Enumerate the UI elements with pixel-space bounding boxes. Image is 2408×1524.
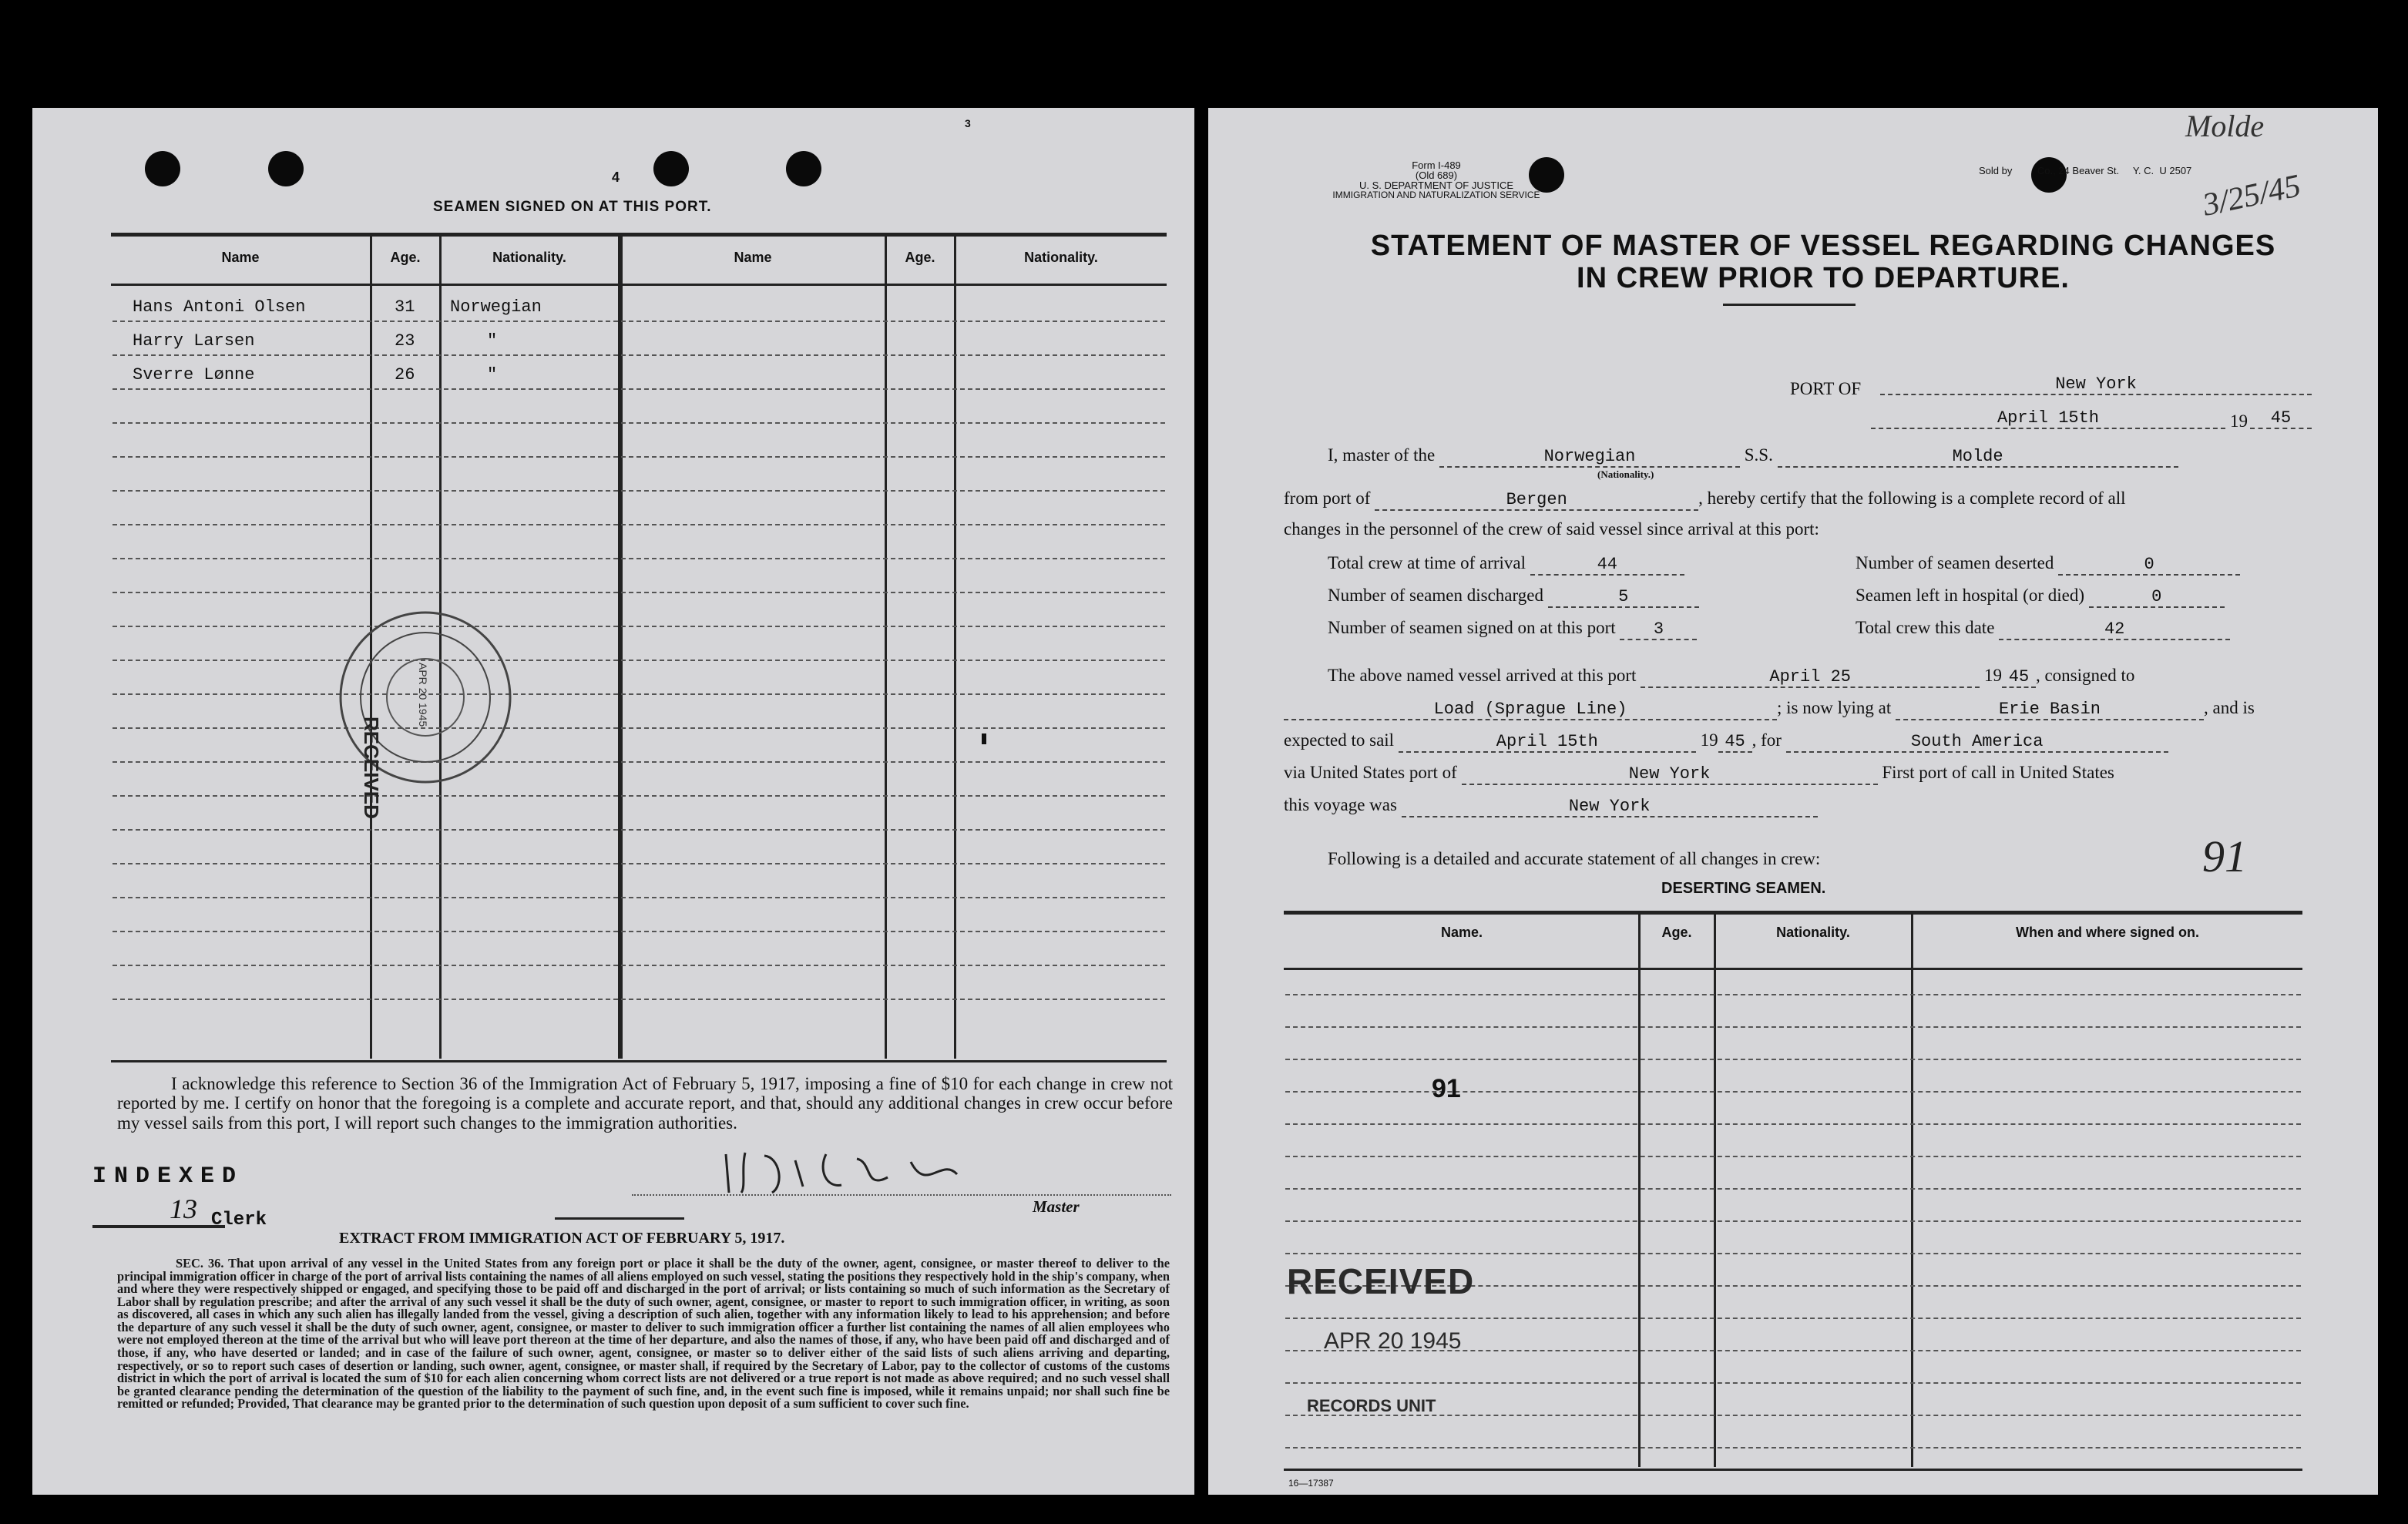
from-port-label: from port of: [1284, 488, 1371, 508]
arrived-year-value: 45: [2002, 667, 2036, 688]
clerk-line: [92, 1225, 225, 1228]
table-row-line: [113, 456, 1165, 458]
corner-date: 3/25/45: [2199, 168, 2304, 223]
deserted-value: 0: [2058, 555, 2240, 576]
deserting-heading: DESERTING SEAMEN.: [1661, 880, 1826, 897]
table-row-line: [113, 592, 1165, 593]
section-36-text: SEC. 36. That upon arrival of any vessel in the United States from any foreign port or place it shall be the duty of the owner, agent, consignee, or master thereof to deliver to the principal immigration officer in charge of the port of arrival lists containing the names of all aliens employed on such vessel, stating the positions they respectively hold in the ship's company, when and where they were respectively shipped or engaged, and specifying those to be paid off and discharged in the port of arrival; or lists containing so much of such information as the Secretary of Labor shall by regulation prescribe; and after the arrival of any such vessel it shall be the duty of such owner, agent, consignee, or master to report to such immigration officer, in writing, as soon as discovered, all cases in which any such alien has illegally landed from the vessel, giving a description of such alien, together with any information likely to lead to his apprehension; and before the departure of any such vessel it shall be the duty of such owner, agent, consignee, or master to deliver to such immigration officer a further list containing the names of all alien employees who were not employed thereon at the time of the arrival but who will leave port thereon at the time of her departure, and also the names of those, if any, who have been paid off and discharged and of those, if any, who have deserted or landed; and in case of the failure of such owner, agent, consignee, or master so to deliver either of the said lists of such aliens arriving and departing, respectively, or so to report such cases of desertion or landing, such owner, agent, consignee, or master shall, if required by the Secretary of Labor, pay to the collector of customs of the customs district in which the port of arrival is located the sum of $10 for each alien concerning whom correct lists are not delivered or a true report is not made as above required; and no such vessel shall be granted clearance pending the determination of the question of the liability to the payment of such fine, and, in the event such fine is imposed, while it remains unpaid; nor shall such fine be remitted or refunded; Provided, That clearance may be granted prior to the determination of such question upon deposit of a sum sufficient to cover such fine.: [117, 1256, 1170, 1412]
lying-label: ; is now lying at: [1777, 698, 1892, 717]
print-code: 16—17387: [1288, 1478, 1334, 1489]
total-crew-date: [1856, 618, 2230, 640]
crew-age: 26: [395, 365, 415, 384]
table-top-rule: [111, 233, 1167, 237]
and-is-label: , and is: [2203, 698, 2255, 717]
received-circle-stamp: [337, 609, 514, 819]
desert-row-line: [1285, 1415, 2301, 1416]
crew-name: Sverre Lønne: [133, 365, 255, 384]
title-rule: [1723, 304, 1856, 306]
following-text: Following is a detailed and accurate statement of all changes in crew:: [1328, 849, 1821, 868]
expected-label: expected to sail: [1284, 730, 1395, 750]
indexed-stamp: INDEXED: [92, 1163, 244, 1190]
nationality-value: Norwegian: [1439, 447, 1740, 468]
handwritten-number: 91: [2202, 831, 2247, 881]
table-header-rule: [111, 284, 1167, 286]
discharged-label: Number of seamen discharged: [1328, 586, 1543, 605]
punch-hole: [653, 151, 689, 186]
desert-table-bottom-rule: [1284, 1469, 2302, 1471]
port-field: [1880, 374, 2312, 395]
voyage-line: [1284, 795, 1818, 817]
table-row-line: [113, 999, 1165, 1000]
vessel-value: Molde: [1778, 447, 2178, 468]
clerk-label: Clerk: [211, 1210, 267, 1230]
table-row-line: [113, 693, 1165, 695]
desert-row-line: [1285, 994, 2301, 995]
received-date: APR 20 1945: [1324, 1328, 1462, 1354]
desert-col-age: Age.: [1661, 925, 1692, 940]
hospital-count: [1856, 586, 2225, 608]
clerk-initials: 13: [170, 1193, 197, 1224]
crew-name: Harry Larsen: [133, 331, 255, 351]
desert-row-line: [1285, 1318, 2301, 1319]
extract-rule: [555, 1217, 684, 1220]
signed-on-label: Number of seamen signed on at this port: [1328, 618, 1616, 637]
top-mark: 3: [965, 117, 971, 129]
table-row-line: [113, 660, 1165, 661]
ss-label: S.S.: [1744, 445, 1773, 465]
desert-table-top-rule: [1284, 911, 2302, 915]
table-row-line: [113, 490, 1165, 492]
sail-line: [1284, 730, 2168, 753]
discharged-count: [1328, 586, 1699, 608]
master-signature: [710, 1139, 1073, 1197]
table-col-divider: [885, 234, 887, 1059]
via-label: via United States port of: [1284, 763, 1457, 782]
destination-value: South America: [1786, 732, 2168, 753]
desert-table-header-rule: [1284, 968, 2302, 970]
signature-line: [632, 1194, 1171, 1196]
table-bottom-rule: [111, 1060, 1167, 1062]
table-row-line: [113, 965, 1165, 966]
stamp-date: APR 20 1945: [417, 663, 429, 727]
desert-col-name: Name.: [1440, 925, 1483, 940]
arrived-label: The above named vessel arrived at this port: [1328, 666, 1637, 685]
table-center-divider: [618, 234, 623, 1059]
form-header: [1298, 160, 1575, 200]
total-crew-date-value: 42: [1999, 619, 2230, 640]
date-value: April 15th: [1871, 408, 2225, 429]
corner-note: Molde: [2185, 109, 2265, 143]
master-line: [1328, 445, 2178, 468]
sail-year-value: 45: [1718, 732, 1752, 753]
punch-hole: [786, 151, 821, 186]
table-row-line: [113, 829, 1165, 831]
desert-row-line: [1285, 1382, 2301, 1384]
voyage-value: New York: [1402, 797, 1818, 817]
crew-nationality: Norwegian: [450, 297, 542, 317]
certify-text: , hereby certify that the following is a complete record of all: [1698, 488, 2126, 508]
discharged-value: 5: [1548, 587, 1699, 608]
hospital-value: 0: [2089, 587, 2225, 608]
desert-col-divider: [1638, 912, 1641, 1467]
col-header-nationality: Nationality.: [1024, 250, 1098, 265]
table-row-line: [113, 524, 1165, 525]
col-header-nationality: Nationality.: [492, 250, 566, 265]
col-header-name: Name: [734, 250, 772, 265]
col-header-age: Age.: [905, 250, 935, 265]
for-label: , for: [1751, 730, 1782, 750]
port-label: PORT OF: [1790, 379, 1862, 398]
table-row-line: [113, 863, 1165, 864]
table-row-line: [113, 422, 1165, 424]
date-field: [1871, 408, 2225, 429]
master-label: Master: [1033, 1197, 1080, 1216]
deserted-label: Number of seamen deserted: [1856, 553, 2054, 572]
signed-on-heading: SEAMEN SIGNED ON AT THIS PORT.: [433, 199, 712, 215]
voyage-label: this voyage was: [1284, 795, 1397, 814]
crew-nationality: ": [487, 331, 498, 351]
table-row-line: [113, 727, 1165, 729]
desert-col-signed-on: When and where signed on.: [2015, 925, 2200, 940]
table-row-line: [113, 626, 1165, 627]
crew-nationality: ": [487, 365, 498, 384]
total-crew-arrival-label: Total crew at time of arrival: [1328, 553, 1526, 572]
desert-row-line: [1285, 1220, 2301, 1222]
crew-age: 23: [395, 331, 415, 351]
desert-col-divider: [1714, 912, 1716, 1467]
form-number: Form I-489: [1412, 159, 1461, 171]
stamped-number: 91: [1432, 1074, 1461, 1103]
via-line: [1284, 763, 2114, 785]
consignee-line: [1284, 698, 2255, 720]
form-title-1: STATEMENT OF MASTER OF VESSEL REGARDING CHANGES: [1370, 230, 2276, 262]
table-col-divider: [954, 234, 956, 1059]
arrived-year-prefix: 19: [1983, 666, 2002, 685]
signed-on-value: 3: [1620, 619, 1697, 640]
desert-row-line: [1285, 1188, 2301, 1190]
desert-row-line: [1285, 1447, 2301, 1448]
table-row-line: [113, 795, 1165, 797]
from-port-value: Bergen: [1375, 490, 1698, 511]
table-row-line: [113, 761, 1165, 763]
hospital-label: Seamen left in hospital (or died): [1856, 586, 2085, 605]
desert-row-line: [1285, 1156, 2301, 1157]
table-row-line: [113, 321, 1165, 322]
master-of-label: I, master of the: [1328, 445, 1436, 465]
consigned-label: , consigned to: [2035, 666, 2135, 685]
col-header-age: Age.: [390, 250, 421, 265]
year-value: 45: [2250, 408, 2312, 429]
desert-col-nationality: Nationality.: [1776, 925, 1850, 940]
total-crew-arrival-value: 44: [1530, 555, 1684, 576]
sail-value: April 15th: [1399, 732, 1696, 753]
table-row-line: [113, 558, 1165, 559]
crew-age: 31: [395, 297, 415, 317]
first-port-label: First port of call in United States: [1882, 763, 2114, 782]
arrived-line: [1328, 666, 2134, 688]
table-row-line: [113, 931, 1165, 932]
right-page: [1208, 108, 2378, 1495]
stamp-received-text: RECEIVED: [360, 717, 383, 819]
year-field: [2250, 408, 2312, 429]
deserted-count: [1856, 553, 2240, 576]
nationality-note: (Nationality.): [1597, 468, 1654, 480]
consignee-value: Load (Sprague Line): [1284, 700, 1777, 720]
table-row-line: [113, 354, 1165, 356]
desert-row-line: [1285, 1123, 2301, 1125]
department: U. S. DEPARTMENT OF JUSTICE: [1358, 180, 1514, 191]
col-header-name: Name: [221, 250, 260, 265]
acknowledgement-text: I acknowledge this reference to Section 36 of the Immigration Act of February 5, 1917, imposing a fine of $10 for each change in crew not reported by me. I certify on honor that the foregoing is a complete and accurate report, and that, should any additional changes in crew occur before my vessel sails from this port, I will report such changes to the immigration authorities.: [117, 1074, 1173, 1133]
desert-row-line: [1285, 1026, 2301, 1028]
form-title-2: IN CREW PRIOR TO DEPARTURE.: [1577, 262, 2070, 294]
changes-line: changes in the personnel of the crew of said vessel since arrival at this port:: [1284, 519, 1819, 539]
form-old: (Old 689): [1415, 170, 1458, 181]
table-row-line: [113, 388, 1165, 390]
punch-hole: [268, 151, 304, 186]
table-row-line: [113, 897, 1165, 898]
page-number: 4: [612, 170, 620, 185]
year-prefix: 19: [2230, 411, 2248, 431]
crew-name: Hans Antoni Olsen: [133, 297, 306, 317]
lying-value: Erie Basin: [1896, 700, 2204, 720]
desert-row-line: [1285, 1253, 2301, 1254]
signed-on-count: [1328, 618, 1697, 640]
via-value: New York: [1462, 764, 1878, 785]
port-value: New York: [1880, 374, 2312, 395]
ink-mark: [982, 733, 986, 744]
desert-row-line: [1285, 1059, 2301, 1060]
punch-hole: [145, 151, 180, 186]
desert-col-divider: [1911, 912, 1913, 1467]
sold-by: Sold by Co., 24 Beaver St. Y. C. U 2507: [1979, 165, 2192, 176]
arrived-value: April 25: [1641, 667, 1980, 688]
records-unit: RECORDS UNIT: [1307, 1396, 1436, 1415]
total-crew-arrival: [1328, 553, 1684, 576]
sail-year-prefix: 19: [1700, 730, 1718, 750]
extract-heading: EXTRACT FROM IMMIGRATION ACT OF FEBRUARY 5, 1917.: [339, 1230, 785, 1247]
received-stamp: RECEIVED: [1287, 1261, 1475, 1301]
left-page: [32, 108, 1194, 1495]
service: IMMIGRATION AND NATURALIZATION SERVICE: [1332, 190, 1540, 200]
from-port-line: [1284, 488, 2126, 511]
total-crew-date-label: Total crew this date: [1856, 618, 1995, 637]
